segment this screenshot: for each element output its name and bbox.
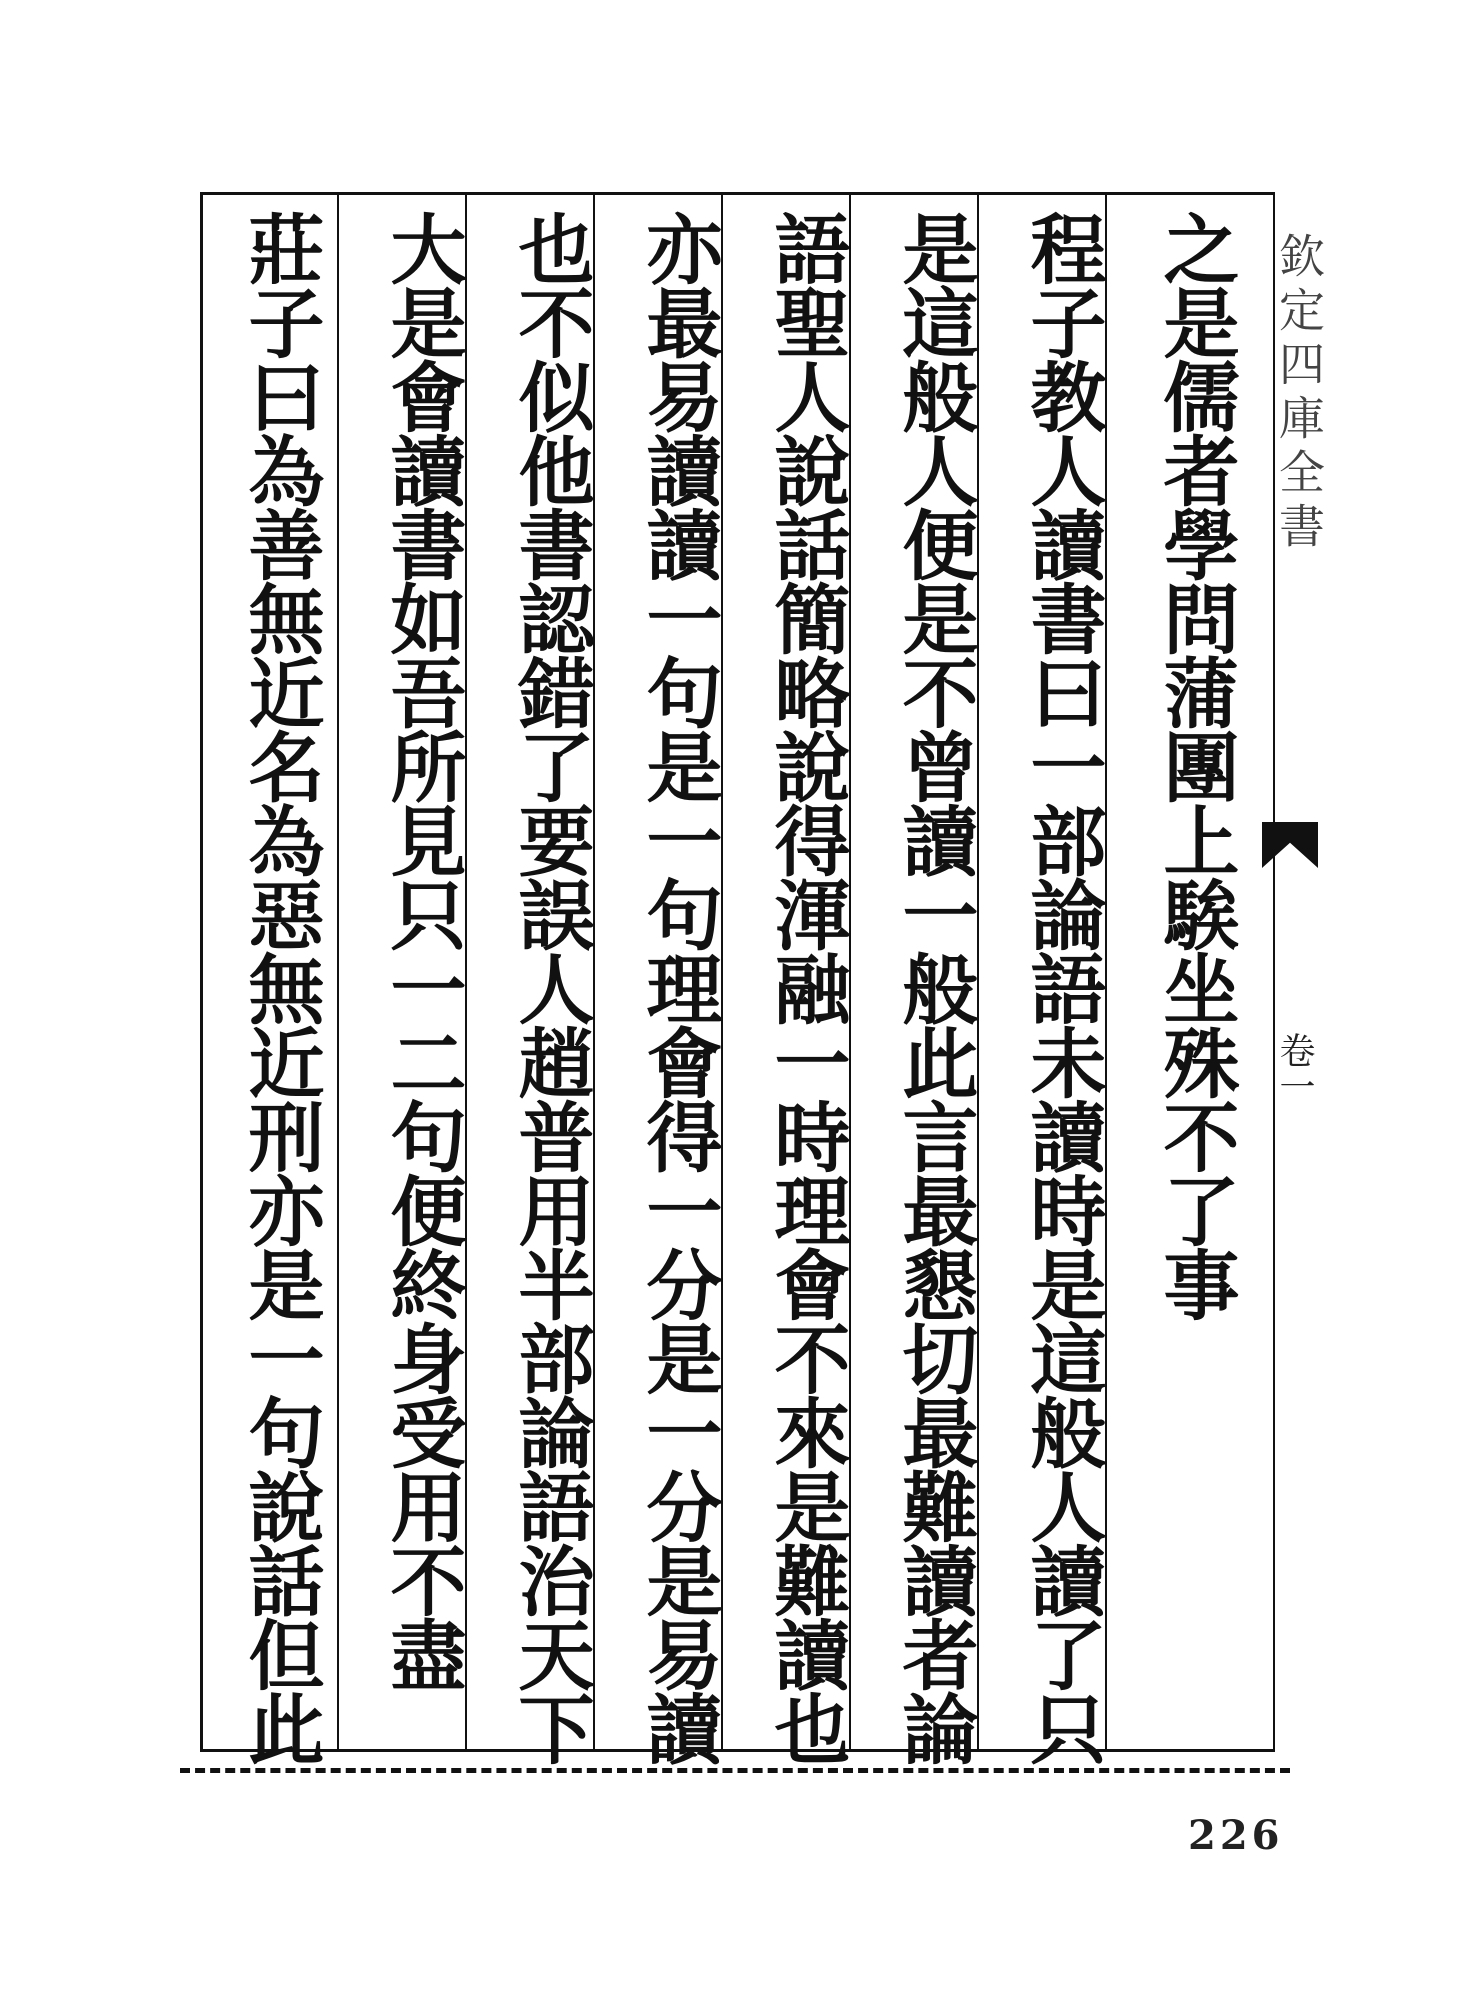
text-column-8: 莊子曰為善無近名為惡無近刑亦是一句說話但此: [236, 210, 325, 1764]
text-column-3: 是這般人便是不曾讀一般此言最懇切最難讀者論: [890, 210, 979, 1764]
fish-tail-margin: [1262, 192, 1382, 1552]
text-column-5: 亦最易讀讀一句是一句理會得一分是一分是易讀: [634, 210, 723, 1764]
text-column-7: 大是會讀書如吾所見只一二句便終身受用不盡: [378, 210, 467, 1690]
juan-label: 卷一: [1274, 1032, 1315, 1104]
bottom-dashed-rule: [180, 1768, 1290, 1773]
text-column-4: 語聖人說話簡略說得渾融一時理會不來是難讀也: [762, 210, 851, 1764]
text-column-1: 之是儒者學問蒲團上騃坐殊不了事: [1151, 210, 1240, 1320]
text-column-6: 也不似他書認錯了要誤人趙普用半部論語治天下: [506, 210, 595, 1764]
fish-tail-mark-icon: [1262, 822, 1318, 868]
page-number: 226: [1188, 1812, 1284, 1859]
book-title: 欽定四庫全書: [1272, 232, 1326, 556]
text-column-2: 程子教人讀書曰一部論語未讀時是這般人讀了只: [1018, 210, 1107, 1764]
